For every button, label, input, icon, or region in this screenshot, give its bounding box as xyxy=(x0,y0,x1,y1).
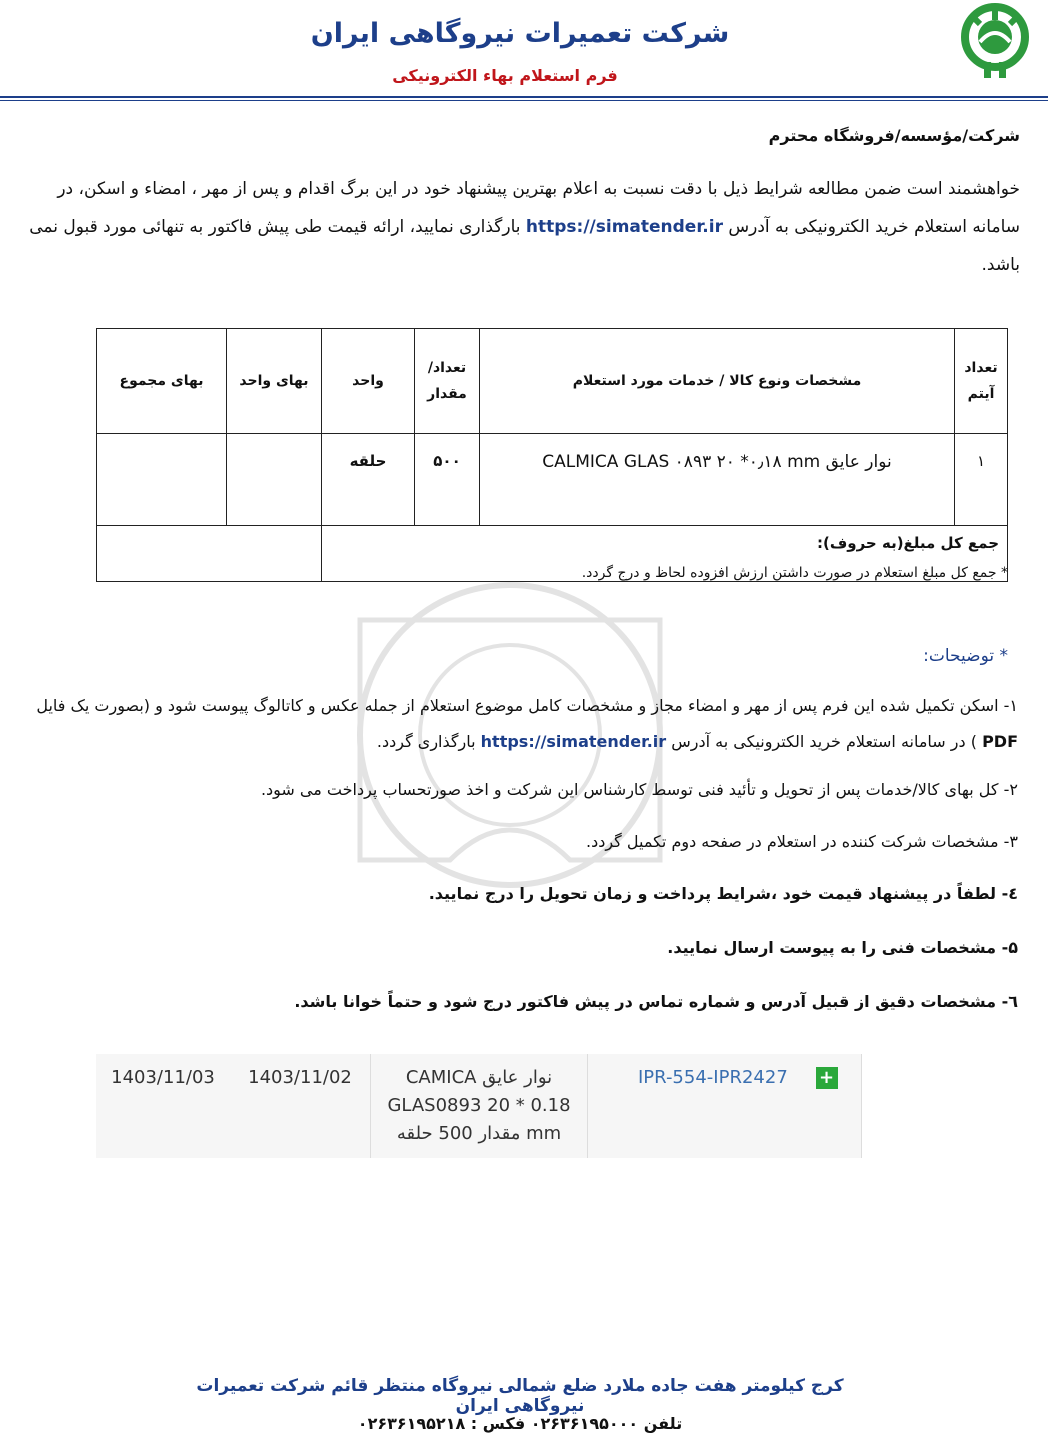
plus-icon[interactable]: + xyxy=(816,1067,838,1089)
total-value-cell[interactable] xyxy=(97,526,322,582)
note-1-text-a: ۱- اسکن تکمیل شده این فرم پس از مهر و امضاء مجاز و مشخصات کامل موضوع استعلام از جمله عکس و کاتالوگ پیوست شود و (بصورت یک فایل xyxy=(36,696,1018,715)
header-qty: تعداد/ مقدار xyxy=(415,329,480,434)
notes-title: * توضیحات: xyxy=(923,646,1008,666)
table-row xyxy=(97,434,1008,526)
greeting: شرکت/مؤسسه/فروشگاه محترم xyxy=(768,126,1020,145)
listing-date-1: 1403/11/02 xyxy=(230,1054,371,1158)
cell-row-no: ۱ xyxy=(955,434,1008,526)
table-header-row xyxy=(97,329,1008,434)
company-logo-icon xyxy=(954,2,1036,80)
intro-paragraph xyxy=(20,170,1020,284)
listing-row[interactable] xyxy=(96,1054,862,1158)
note-2: ۲- کل بهای کالا/خدمات پس از تحویل و تأئید فنی توسط کارشناس این شرکت و اخذ صورتحساب پرداخت می شود. xyxy=(260,780,1018,799)
items-table xyxy=(96,328,1008,582)
phone-number: ۰۲۶۳۶۱۹۵۰۰۰ xyxy=(530,1414,639,1433)
footer-address: کرج کیلومتر هفت جاده ملارد ضلع شمالی نیروگاه منتظر قائم شرکت تعمیرات نیروگاهی ایران xyxy=(196,1376,844,1416)
note-4: ٤- لطفاً در پیشنهاد قیمت خود ،شرایط پرداخت و زمان تحویل را درج نمایید. xyxy=(428,884,1018,903)
company-title: شرکت تعمیرات نیروگاهی ایران xyxy=(310,18,730,49)
listing-code-cell xyxy=(588,1054,862,1158)
fax-label: فکس : xyxy=(470,1414,526,1433)
listing-code[interactable]: IPR-554-IPR2427 xyxy=(638,1067,788,1088)
note-1-link[interactable]: https://simatender.ir xyxy=(480,732,667,751)
intro-text-2: بارگذاری نمایید، ارائه قیمت طی پیش فاکتور به تنهائی مورد قبول نمی باشد. xyxy=(29,217,1020,275)
cell-total-price[interactable] xyxy=(97,434,227,526)
note-5: ۵- مشخصات فنی را به پیوست ارسال نمایید. xyxy=(667,938,1018,957)
header-divider xyxy=(0,96,1048,98)
cell-unit: حلقه xyxy=(322,434,415,526)
listing-table xyxy=(96,1054,862,1158)
header-total-price: بهای مجموع xyxy=(97,329,227,434)
note-1 xyxy=(23,688,1018,760)
cell-unit-price[interactable] xyxy=(227,434,322,526)
header-row-no: تعداد آیتم xyxy=(955,329,1008,434)
footer-contact xyxy=(300,1414,740,1433)
cell-qty: ۵۰۰ xyxy=(415,434,480,526)
note-3: ۳- مشخصات شرکت کننده در استعلام در صفحه دوم تکمیل گردد. xyxy=(586,832,1018,851)
note-1-text-c: بارگذاری گردد. xyxy=(376,732,476,751)
note-6: ٦- مشخصات دقیق از قبیل آدرس و شماره تماس در پیش فاکتور درج شود و حتماً خوانا باشد. xyxy=(294,992,1018,1011)
header-spec: مشخصات ونوع کالا / خدمات مورد استعلام xyxy=(480,329,955,434)
header-divider-thin xyxy=(0,100,1048,101)
listing-date-2: 1403/11/03 xyxy=(111,1067,215,1088)
intro-text-1: خواهشمند است ضمن مطالعه شرایط ذیل با دقت نسبت به اعلام بهترین پیشنهاد خود در این برگ اقدام و پس از مهر ، امضاء و اسکن، در سامانه استعلام خرید الکترونیکی به آدرس xyxy=(57,179,1020,237)
header-unit: واحد xyxy=(322,329,415,434)
phone-label: تلفن xyxy=(643,1414,683,1433)
total-label: جمع کل مبلغ(به حروف): xyxy=(322,526,1008,582)
cell-spec: نوار عایق CALMICA GLAS ۰۸۹۳ ۲۰ *۰٫۱۸ mm xyxy=(480,434,955,526)
intro-link[interactable]: https://simatender.ir xyxy=(525,217,723,237)
form-title: فرم استعلام بهاء الکترونیکی xyxy=(392,66,618,85)
note-1-pdf: PDF xyxy=(982,732,1018,751)
header-unit-price: بهای واحد xyxy=(227,329,322,434)
note-1-text-b: ) در سامانه استعلام خرید الکترونیکی به آدرس xyxy=(671,732,977,751)
fax-number: ۰۲۶۳۶۱۹۵۲۱۸ xyxy=(357,1414,466,1433)
listing-title[interactable]: نوار عایق CAMICA GLAS0893 20 * 0.18 mm مقدار 500 حلقه xyxy=(371,1054,588,1158)
vat-note: * جمع کل مبلغ استعلام در صورت داشتن ارزش افزوده لحاظ و درج گردد. xyxy=(581,565,1008,581)
